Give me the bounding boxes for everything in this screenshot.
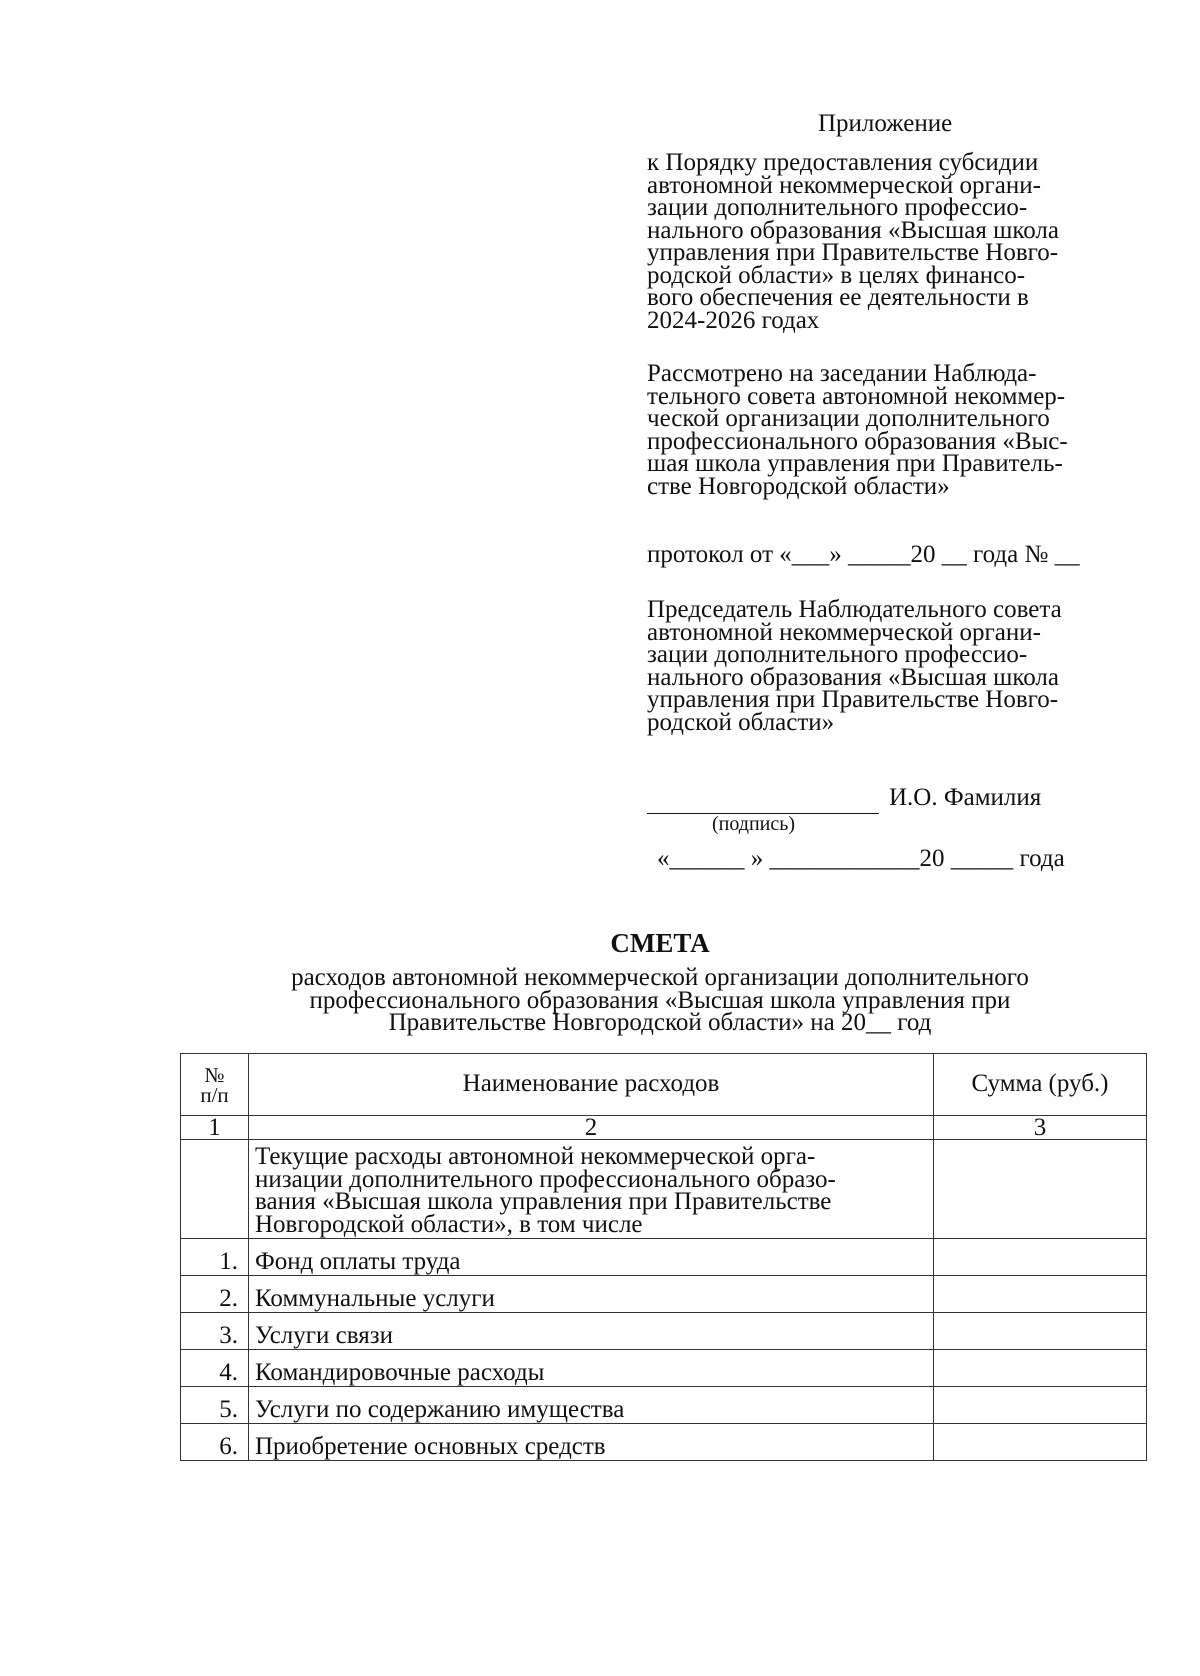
review-line: тельного совета автономной некоммер- (647, 382, 1066, 410)
row-num: 5. (181, 1387, 249, 1424)
intro-name-cell (249, 1140, 934, 1239)
appendix-line: автономной некоммерческой органи- (647, 171, 1041, 199)
row-sum (934, 1387, 1147, 1424)
row-sum (934, 1424, 1147, 1461)
appendix-line: вого обеспечения ее деятельности в (647, 284, 1029, 311)
row-name: Коммунальные услуги (249, 1276, 934, 1313)
table-row (181, 1350, 1147, 1387)
signature-name: И.О. Фамилия (889, 784, 1042, 811)
estimate-subtitle-line: расходов автономной некоммерческой организации дополнительного (291, 964, 1029, 991)
row-num: 3. (181, 1313, 249, 1350)
intro-line: Новгородской области», в том числе (255, 1210, 643, 1238)
table-row (181, 1387, 1147, 1424)
table-header-row (181, 1054, 1147, 1116)
appendix-line: зации дополнительного профессио- (647, 194, 1028, 221)
protocol-line: протокол от «___» _____20 __ года № __ (647, 541, 1080, 568)
header-num: № п/п (181, 1054, 249, 1116)
row-sum (934, 1313, 1147, 1350)
appendix-line: 2024-2026 годах (647, 306, 820, 334)
row-name: Командировочные расходы (249, 1350, 934, 1387)
row-num: 6. (181, 1424, 249, 1461)
intro-line: низации дополнительного профессионального образо- (255, 1165, 836, 1193)
row-sum (934, 1350, 1147, 1387)
index-cell: 3 (934, 1116, 1147, 1140)
chairman-line: Председатель Наблюдательного совета (647, 596, 1062, 623)
row-sum (934, 1276, 1147, 1313)
appendix-line: к Порядку предоставления субсидии (647, 149, 1039, 176)
intro-num-cell (181, 1140, 249, 1239)
appendix-line: управления при Правительстве Новго- (647, 239, 1059, 266)
appendix-title: Приложение (818, 110, 953, 137)
row-num: 4. (181, 1350, 249, 1387)
estimate-subtitle (0, 964, 1200, 1036)
review-line: Рассмотрено на заседании Наблюда- (647, 360, 1037, 387)
review-text (647, 360, 1068, 500)
review-line: ческой организации дополнительного (647, 405, 1050, 432)
header-sum: Сумма (руб.) (934, 1054, 1147, 1116)
index-cell: 2 (249, 1116, 934, 1140)
review-line: стве Новгородской области» (647, 472, 950, 500)
estimate-title: СМЕТА (610, 928, 710, 958)
row-name: Услуги по содержанию имущества (249, 1387, 934, 1424)
table-row-intro (181, 1140, 1147, 1239)
index-cell: 1 (181, 1116, 249, 1140)
chairman-line: управления при Правительстве Новго- (647, 686, 1059, 713)
signature-caption: (подпись) (712, 813, 796, 835)
chairman-text (647, 596, 1062, 736)
appendix-line: нального образования «Высшая школа (647, 216, 1059, 244)
table-index-row (181, 1116, 1147, 1140)
row-name: Услуги связи (249, 1313, 934, 1350)
chairman-line: зации дополнительного профессио- (647, 641, 1028, 668)
intro-sum-cell (934, 1140, 1147, 1239)
table-row (181, 1424, 1147, 1461)
review-line: шая школа управления при Правитель- (647, 450, 1063, 477)
table-row (181, 1276, 1147, 1313)
review-line: профессионального образования «Выс- (647, 427, 1068, 455)
row-name: Фонд оплаты труда (249, 1239, 934, 1276)
appendix-text (647, 149, 1059, 334)
estimate-table (180, 1053, 1147, 1461)
estimate-subtitle-line: профессионального образования «Высшая школа управления при (309, 986, 1011, 1014)
row-sum (934, 1239, 1147, 1276)
estimate-subtitle-line: Правительстве Новгородской области» на 20__ год (388, 1009, 932, 1036)
row-num: 2. (181, 1276, 249, 1313)
intro-line: Текущие расходы автономной некоммерческой орга- (255, 1143, 816, 1170)
chairman-line: родской области» (647, 708, 835, 736)
chairman-line: нального образования «Высшая школа (647, 663, 1059, 691)
table-row (181, 1313, 1147, 1350)
signature-date: «______ » ____________20 _____ года (657, 845, 1065, 872)
chairman-line: автономной некоммерческой органи- (647, 618, 1041, 646)
table-row (181, 1239, 1147, 1276)
row-num: 1. (181, 1239, 249, 1276)
row-name: Приобретение основных средств (249, 1424, 934, 1461)
appendix-line: родской области» в целях финансо- (647, 261, 1026, 289)
signature-line (647, 785, 879, 814)
header-name: Наименование расходов (249, 1054, 934, 1116)
intro-line: вания «Высшая школа управления при Правительстве (255, 1188, 832, 1215)
